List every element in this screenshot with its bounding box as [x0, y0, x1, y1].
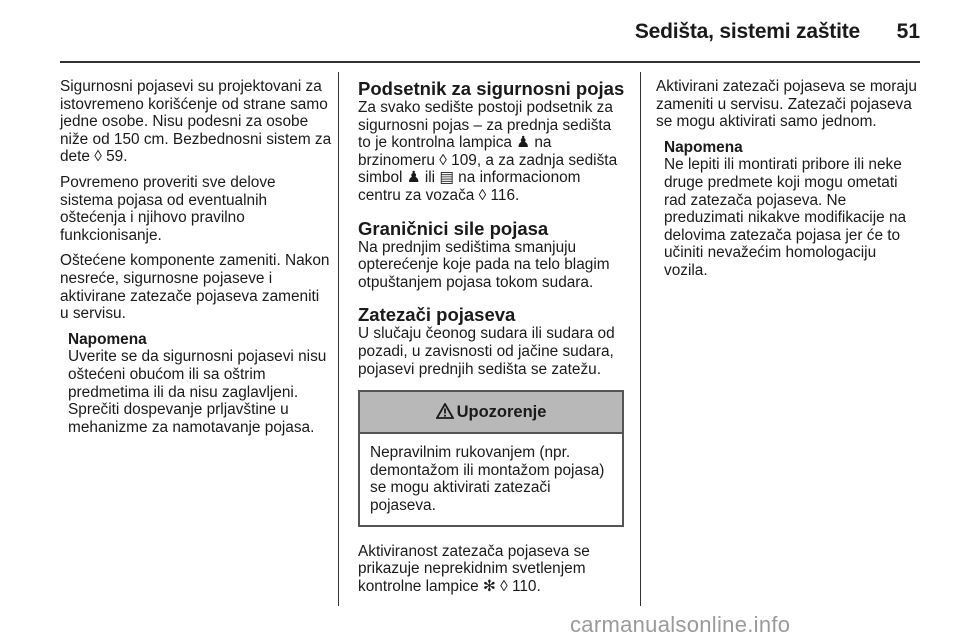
column-divider-1 [338, 72, 339, 606]
paragraph-belt-replace: Oštećene komponente zameniti. Nakon nesreće, sigurnosne pojaseve i aktivirane zatezače pojaseva zameniti u servisu. [60, 252, 330, 323]
warning-triangle-icon [436, 403, 454, 419]
paragraph-pretensioner-replace: Aktivirani zatezači pojaseva se moraju zameniti u servisu. Zatezači pojaseva se mogu aktivirati samo jednom. [656, 78, 917, 131]
note-box-2 [664, 139, 924, 280]
note-text: Uverite se da sigurnosni pojasevi nisu oštećeni obućom ili sa oštrim predmetima ili da nisu zaglavljeni. Sprečiti dospevanje prljavštine u mehanizme za namotavanje pojasa. [68, 348, 327, 436]
column-1 [60, 78, 332, 444]
paragraph-pretensioner-indicator: Aktiviranost zatezača pojaseva se prikazuje neprekidnim svetlenjem kontrolne lampice ✻ ◊ 110. [358, 542, 590, 595]
column-divider-2 [640, 72, 641, 606]
warning-title: Upozorenje [456, 403, 547, 422]
note-box [68, 331, 332, 437]
note-title-2: Napomena [664, 138, 743, 156]
paragraph-belt-reminder: Za svako sedište postoji podsetnik za sigurnosni pojas – za prednja sedišta to je kontrolna lampica ♟ na brzinomeru ◊ 109, a za zadnja sedišta simbol ♟ ili ▤ na informacionom centru za vozača ◊ 116. [358, 99, 618, 204]
heading-pretensioner: Zatezači pojaseva [358, 304, 516, 326]
paragraph-belt-design: Sigurnosni pojasevi su projektovani za istovremeno korišćenje od strane samo jedne osobe. Nisu podesni za osobe niže od 150 cm. Bezbednosni sistem za dete ◊ 59. [60, 78, 332, 166]
warning-header [360, 392, 622, 434]
warning-text: Nepravilnim rukovanjem (npr. demontažom ili montažom pojasa) se mogu aktivirati zatezači pojaseva. [370, 444, 605, 514]
heading-belt-reminder: Podsetnik za sigurnosni pojas [358, 78, 625, 99]
watermark: carmanualsonline.info [570, 612, 791, 637]
column-2 [358, 78, 626, 603]
section-title: Sedišta, sistemi zaštite [634, 20, 860, 43]
header-divider [60, 61, 920, 63]
warning-box [358, 390, 624, 526]
page-number: 51 [896, 20, 920, 43]
heading-force-limiter: Graničnici sile pojasa [358, 217, 549, 239]
paragraph-force-limiter: Na prednjim sedištima smanjuju opterećenje koje pada na telo blagim otpuštanjem pojasa tokom sudara. [358, 238, 610, 291]
paragraph-pretensioner: U slučaju čeonog sudara ili sudara od pozadi, u zavisnosti od jačine sudara, pojasevi prednjih sedišta se zatežu. [358, 325, 615, 378]
page-header [0, 0, 960, 62]
column-3 [656, 78, 924, 288]
note-text-2: Ne lepiti ili montirati pribore ili neke druge predmete koji mogu ometati rad zatezača pojaseva. Ne preduzimati nikakve modifikacije na delovima zatezača pojasa jer će to učiniti nevažećim homologaciju vozila. [664, 156, 907, 279]
note-title: Napomena [68, 330, 147, 348]
paragraph-belt-check: Povremeno proveriti sve delove sistema pojasa od eventualnih oštećenja i njihovo pravilno funkcionisanje. [60, 173, 276, 244]
